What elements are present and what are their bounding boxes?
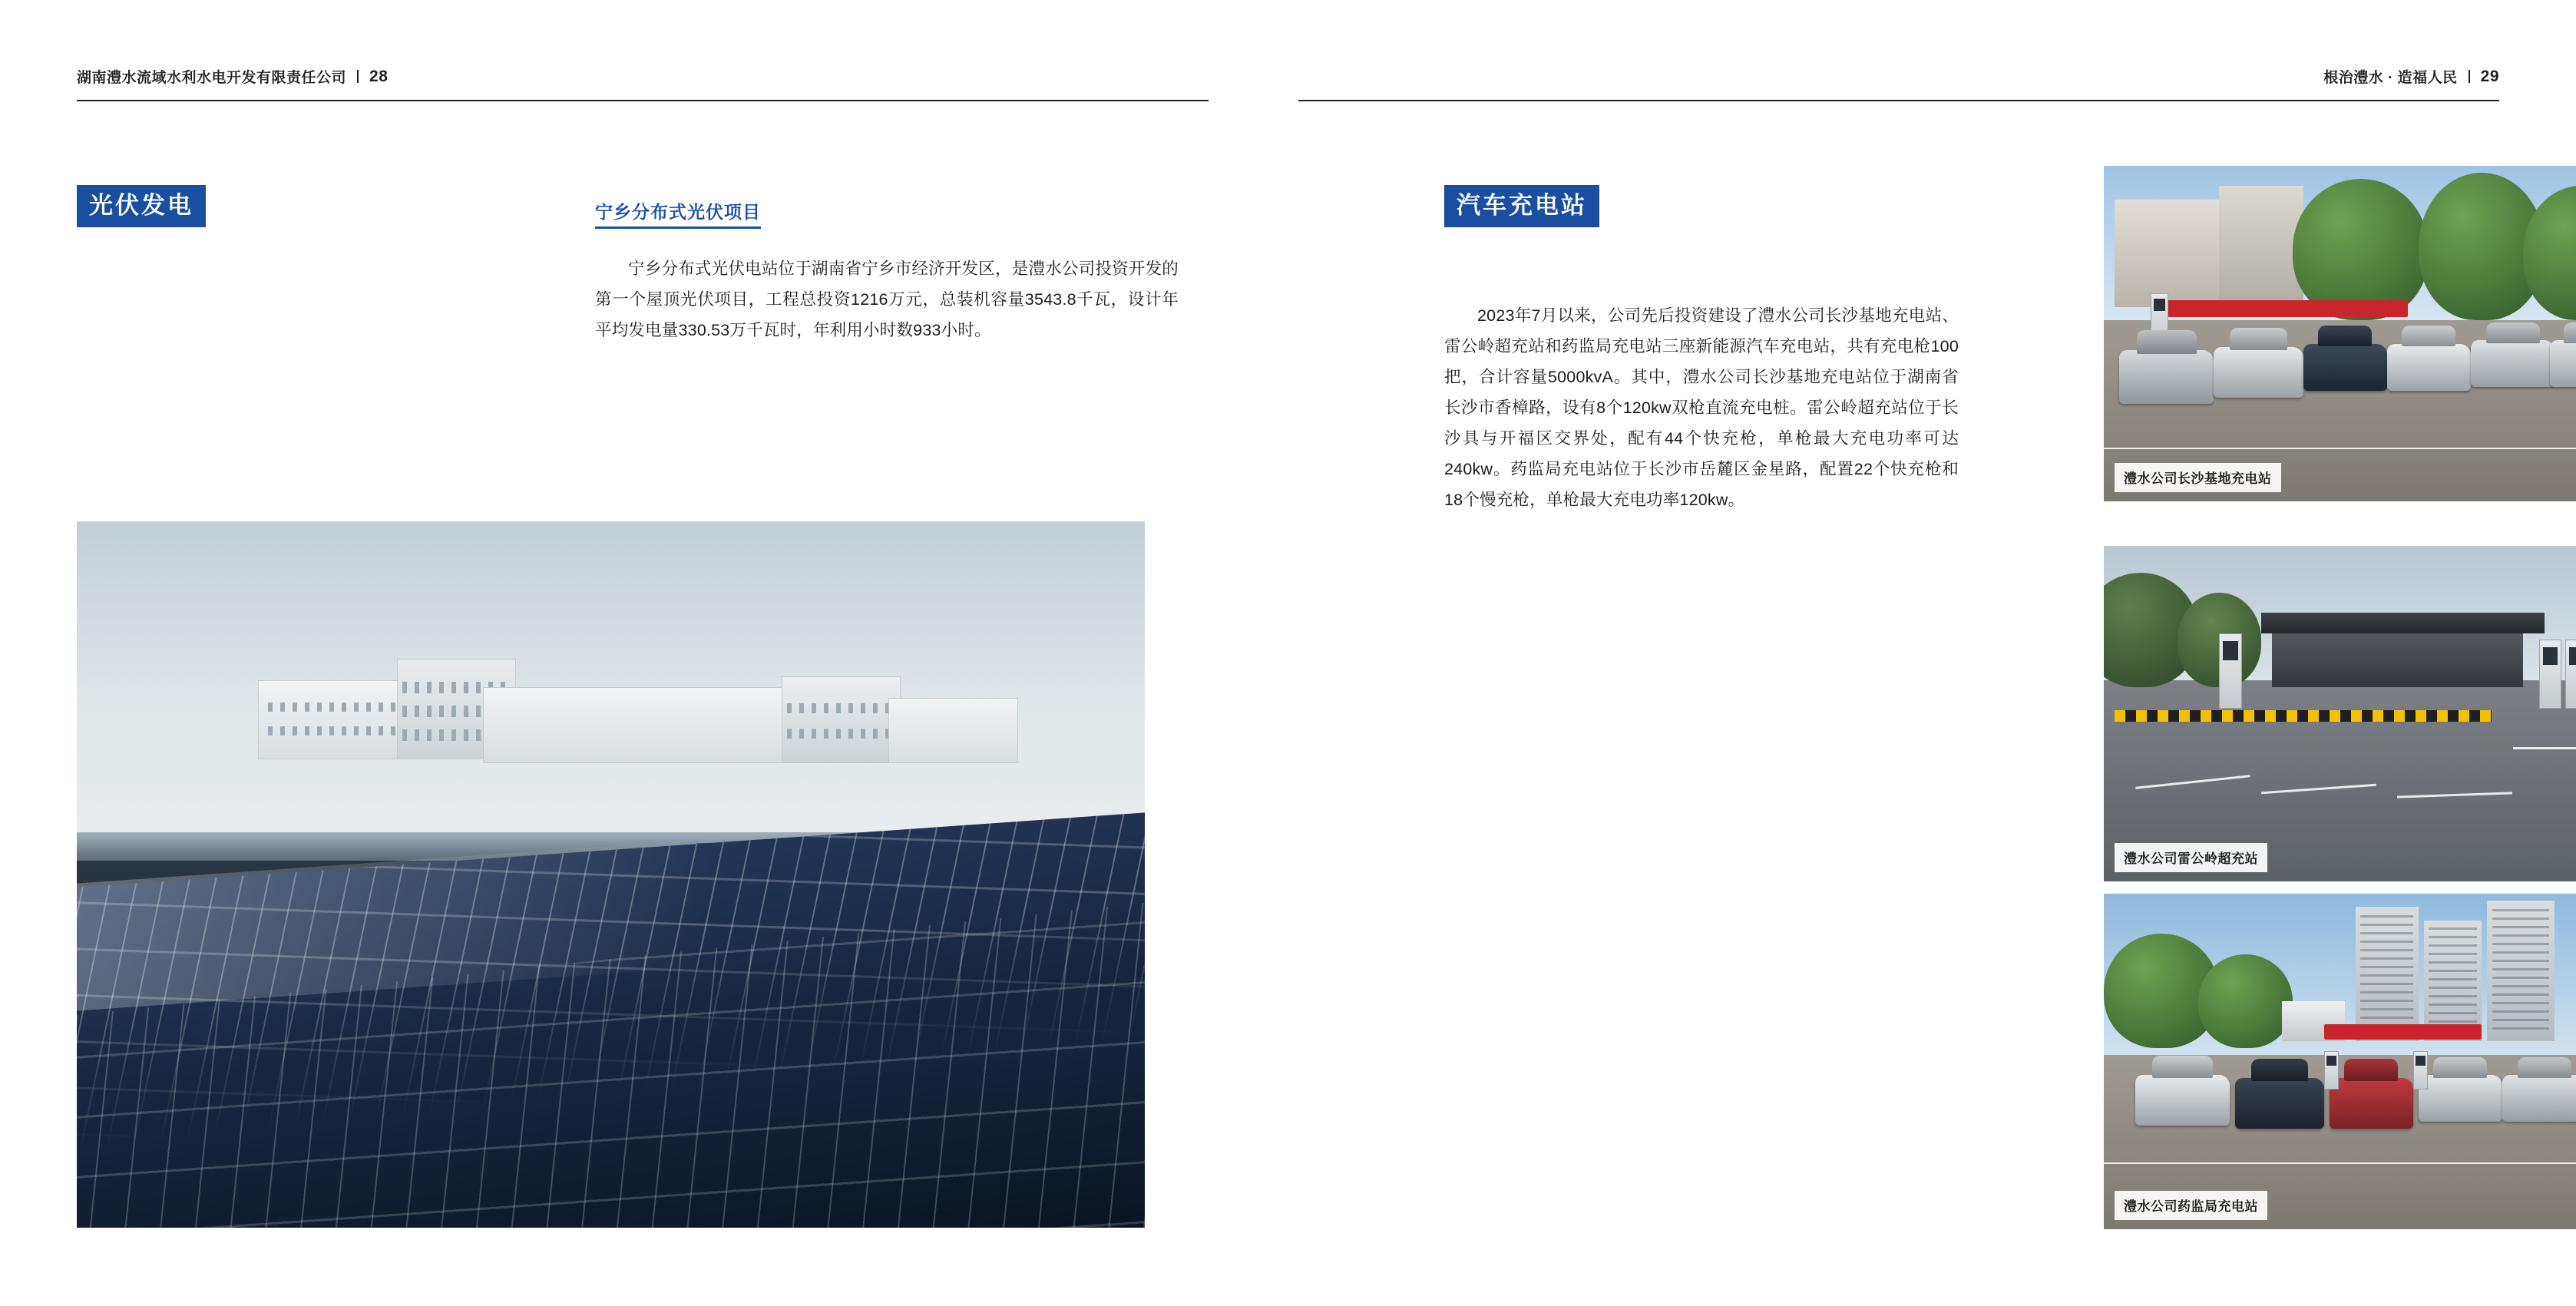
car-red [2330, 1078, 2413, 1129]
station-building [2272, 633, 2524, 687]
photo-drug-administration-station [2104, 894, 2576, 1229]
window-row [787, 703, 895, 713]
subsection-tag-ningxiang: 宁乡分布式光伏项目 [595, 198, 761, 229]
charger-screen [2326, 1056, 2336, 1065]
right-page [1288, 0, 2576, 1306]
section-tag-photovoltaic: 光伏发电 [77, 185, 206, 227]
charging-post [2539, 640, 2561, 708]
charger-screen [2223, 641, 2238, 660]
charging-post [2413, 1051, 2428, 1089]
car-dark [2303, 344, 2387, 391]
lane-marking [2104, 1162, 2576, 1164]
car-white-1 [2135, 1075, 2230, 1126]
lane-marking [2104, 448, 2576, 449]
red-banner [2324, 1024, 2482, 1040]
car-dark-1 [2235, 1078, 2324, 1129]
yellow-black-curb [2115, 710, 2492, 722]
car-white-3 [2387, 344, 2471, 391]
solar-photo-scene [77, 521, 1145, 1228]
factory-building-3 [483, 687, 794, 763]
photo-changsha-base-station [2104, 166, 2576, 501]
charging-post [2324, 1051, 2339, 1089]
car-white-1 [2119, 350, 2214, 404]
charger-screen [2543, 647, 2558, 665]
right-body-text [1444, 300, 1959, 515]
left-running-head [77, 66, 388, 87]
factory-building-5 [888, 698, 1018, 763]
photo-caption-3: 澧水公司药监局充电站 [2115, 1191, 2267, 1220]
high-rise-building-1 [2356, 907, 2419, 1041]
left-body-paragraph: 宁乡分布式光伏电站位于湖南省宁乡市经济开发区，是澧水公司投资开发的第一个屋顶光伏项目，工程总投资1216万元，总装机容量3543.8千瓦，设计年平均发电量330.53万千瓦时，年利用小时数933小时。 [595, 260, 1179, 339]
charging-post [2219, 633, 2241, 709]
charging-post [2565, 640, 2576, 708]
residential-building-mid [2219, 186, 2303, 306]
section-tag-charging-station: 汽车充电站 [1444, 185, 1599, 227]
car-white-4 [2471, 340, 2555, 387]
high-rise-building-2 [2424, 921, 2482, 1041]
right-page-number: 29 [2480, 67, 2499, 85]
charger-screen [2416, 1056, 2425, 1065]
photo-leigongling-supercharge-station [2104, 546, 2576, 881]
right-running-head [2323, 66, 2499, 87]
left-running-head-text: 湖南澧水流域水利水电开发有限责任公司 [77, 70, 347, 86]
photo-caption-2: 澧水公司雷公岭超充站 [2115, 843, 2267, 872]
runhead-divider [2469, 70, 2470, 83]
right-body-paragraph: 2023年7月以来，公司先后投资建设了澧水公司长沙基地充电站、雷公岭超充站和药监局充电站三座新能源汽车充电站，共有充电枪100把，合计容量5000kvA。其中，澧水公司长沙基地充电站位于湖南省长沙市香樟路，设有8个120kw双枪直流充电桩。雷公岭超充站位于长沙具与开福区交界处，配有44个快充枪，单枪最大充电功率可达240kw。药监局充电站位于长沙市岳麓区金星路，配置22个快充枪和18个慢充枪，单枪最大充电功率120kw。 [1444, 306, 1959, 509]
left-header-rule [77, 100, 1209, 101]
car-white-5 [2550, 340, 2576, 387]
right-running-head-text: 根治澧水 · 造福人民 [2323, 70, 2458, 86]
parking-line [2513, 747, 2576, 749]
residential-building-left [2115, 200, 2220, 307]
charger-screen [2154, 299, 2165, 311]
factory-building-4 [782, 676, 901, 762]
station-canopy [2261, 613, 2545, 633]
tree [2198, 954, 2293, 1048]
photo-solar-rooftop [77, 521, 1145, 1228]
window-row [787, 729, 895, 739]
sky [77, 521, 1145, 846]
charger-screen [2569, 647, 2576, 665]
high-rise-building-3 [2487, 901, 2555, 1042]
car-white-3 [2502, 1075, 2576, 1122]
runhead-divider [357, 70, 359, 83]
red-banner [2167, 300, 2408, 317]
tree [2293, 179, 2429, 320]
car-white-2 [2419, 1075, 2502, 1122]
photo-caption-1: 澧水公司长沙基地充电站 [2115, 463, 2281, 492]
car-white-2 [2214, 347, 2303, 398]
right-header-rule [1298, 100, 2499, 101]
left-body-text [595, 253, 1179, 346]
left-page-number: 28 [369, 67, 389, 85]
